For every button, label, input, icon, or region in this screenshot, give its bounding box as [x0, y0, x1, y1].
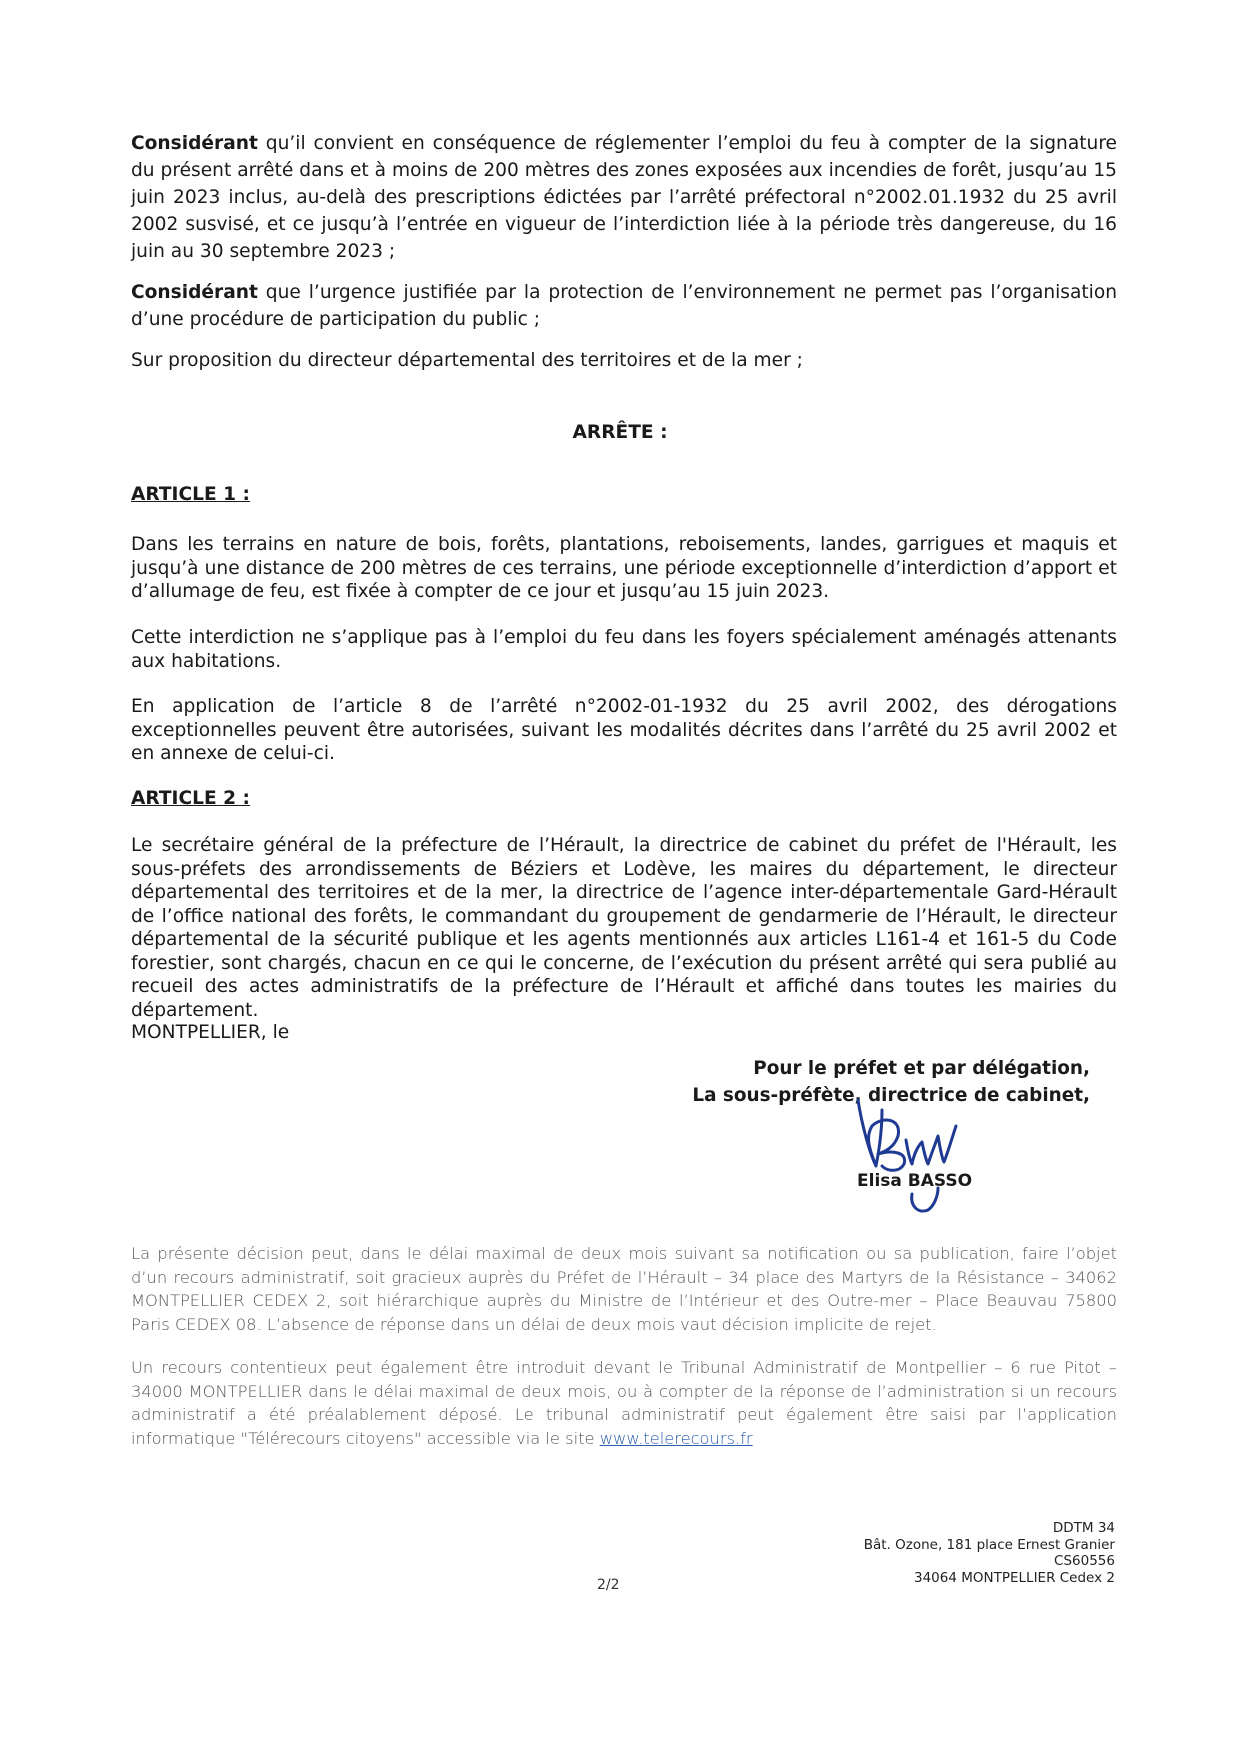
telerecours-link[interactable]: www.telerecours.fr: [599, 1428, 753, 1448]
address-line-1: DDTM 34: [1052, 1520, 1115, 1536]
article-2-heading: ARTICLE 2 :: [131, 788, 250, 809]
signature-line-1: Pour le préfet et par délégation,: [753, 1058, 1090, 1079]
considerant-paragraph-2: [131, 279, 1117, 333]
article-1-paragraph-1: Dans les terrains en nature de bois, forêts, plantations, reboisements, landes, garrigues et maquis et jusqu’à une distance de 200 mètres de ces terrains, une période exceptionnelle d’interdiction d’apport et d’allumage de feu, est fixée à compter de ce jour et jusqu’au 15 juin 2023.: [131, 534, 1117, 602]
article-1-heading: ARTICLE 1 :: [131, 484, 250, 505]
page-number: 2/2: [597, 1577, 620, 1593]
considerant-text: qu’il convient en conséquence de réglementer l’emploi du feu à compter de la signature du présent arrêté dans et à moins de 200 mètres des zones exposées aux incendies de forêt, jusqu’au 15 juin 2023 inclus, au-delà des prescriptions édictées par l’arrêté préfectoral n°2002.01.1932 du 25 avril 2002 susvisé, et ce jusqu’à l’entrée en vigueur de l’interdiction liée à la période très dangereuse, du 16 juin au 30 septembre 2023 ;: [131, 133, 1117, 262]
considerant-lead: Considérant: [131, 133, 258, 154]
considerant-text: que l’urgence justifiée par la protection de l’environnement ne permet pas l’organisation d’une procédure de participation du public ;: [131, 282, 1117, 330]
sender-address: [864, 1520, 1115, 1586]
recours-paragraph-1: La présente décision peut, dans le délai maximal de deux mois suivant sa notification ou sa publication, faire l’objet d’un recours administratif, soit gracieux auprès du Préfet de l’Hérault – 34 place des Martyrs de la Résistance – 34062 MONTPELLIER CEDEX 2, soit hiérarchique auprès du Ministre de l’Intérieur et des Outre-mer – Place Beauvau 75800 Paris CEDEX 08. L’absence de réponse dans un délai de deux mois vaut décision implicite de rejet.: [131, 1244, 1117, 1334]
article-1-paragraph-2: Cette interdiction ne s’applique pas à l’emploi du feu dans les foyers spécialement aménagés attenants aux habitations.: [131, 627, 1117, 672]
address-line-3: CS60556: [1054, 1553, 1115, 1569]
signatory-name: Elisa BASSO: [857, 1171, 973, 1191]
city-date-line: MONTPELLIER, le: [131, 1022, 290, 1043]
address-line-2: Bât. Ozone, 181 place Ernest Granier: [863, 1536, 1115, 1553]
article-2-paragraph: Le secrétaire général de la préfecture de l’Hérault, la directrice de cabinet du préfet de l'Hérault, les sous-préfets des arrondissements de Béziers et Lodève, les maires du département, le directeur départemental des territoires et de la mer, la directrice de l’agence inter-départementale Gard-Hérault de l’office national des forêts, le commandant du groupement de gendarmerie de l’Hérault, le directeur départemental de la sécurité publique et les agents mentionnés aux articles L161-4 et 161-5 du Code forestier, sont chargés, chacun en ce qui le concerne, de l’exécution du présent arrêté qui sera publié au recueil des actes administratifs de la préfecture de l’Hérault et affiché dans toutes les mairies du département.: [131, 835, 1117, 1021]
arrete-title: ARRÊTE :: [572, 422, 668, 443]
handwritten-signature: [848, 1096, 968, 1216]
address-line-4: 34064 MONTPELLIER Cedex 2: [914, 1569, 1115, 1586]
article-1-paragraph-3: En application de l’article 8 de l’arrêté n°2002-01-1932 du 25 avril 2002, des dérogations exceptionnelles peuvent être autorisées, suivant les modalités décrites dans l’arrêté du 25 avril 2002 et en annexe de celui-ci.: [131, 696, 1117, 764]
considerant-lead: Considérant: [131, 282, 258, 303]
recours-text: Un recours contentieux peut également être introduit devant le Tribunal Administratif de Montpellier – 6 rue Pitot – 34000 MONTPELLIER dans le délai maximal de deux mois, ou à compter de la réponse de l’administration si un recours administratif a été préalablement déposé. Le tribunal administratif peut également être saisi par l’application informatique "Télérecours citoyens" accessible via le site: [131, 1358, 1117, 1448]
considerant-paragraph-1: [131, 130, 1117, 265]
signature-line-2: La sous-préfète, directrice de cabinet,: [692, 1085, 1090, 1106]
proposition-paragraph: Sur proposition du directeur départemental des territoires et de la mer ;: [131, 350, 803, 371]
recours-paragraph-2: [131, 1356, 1117, 1450]
